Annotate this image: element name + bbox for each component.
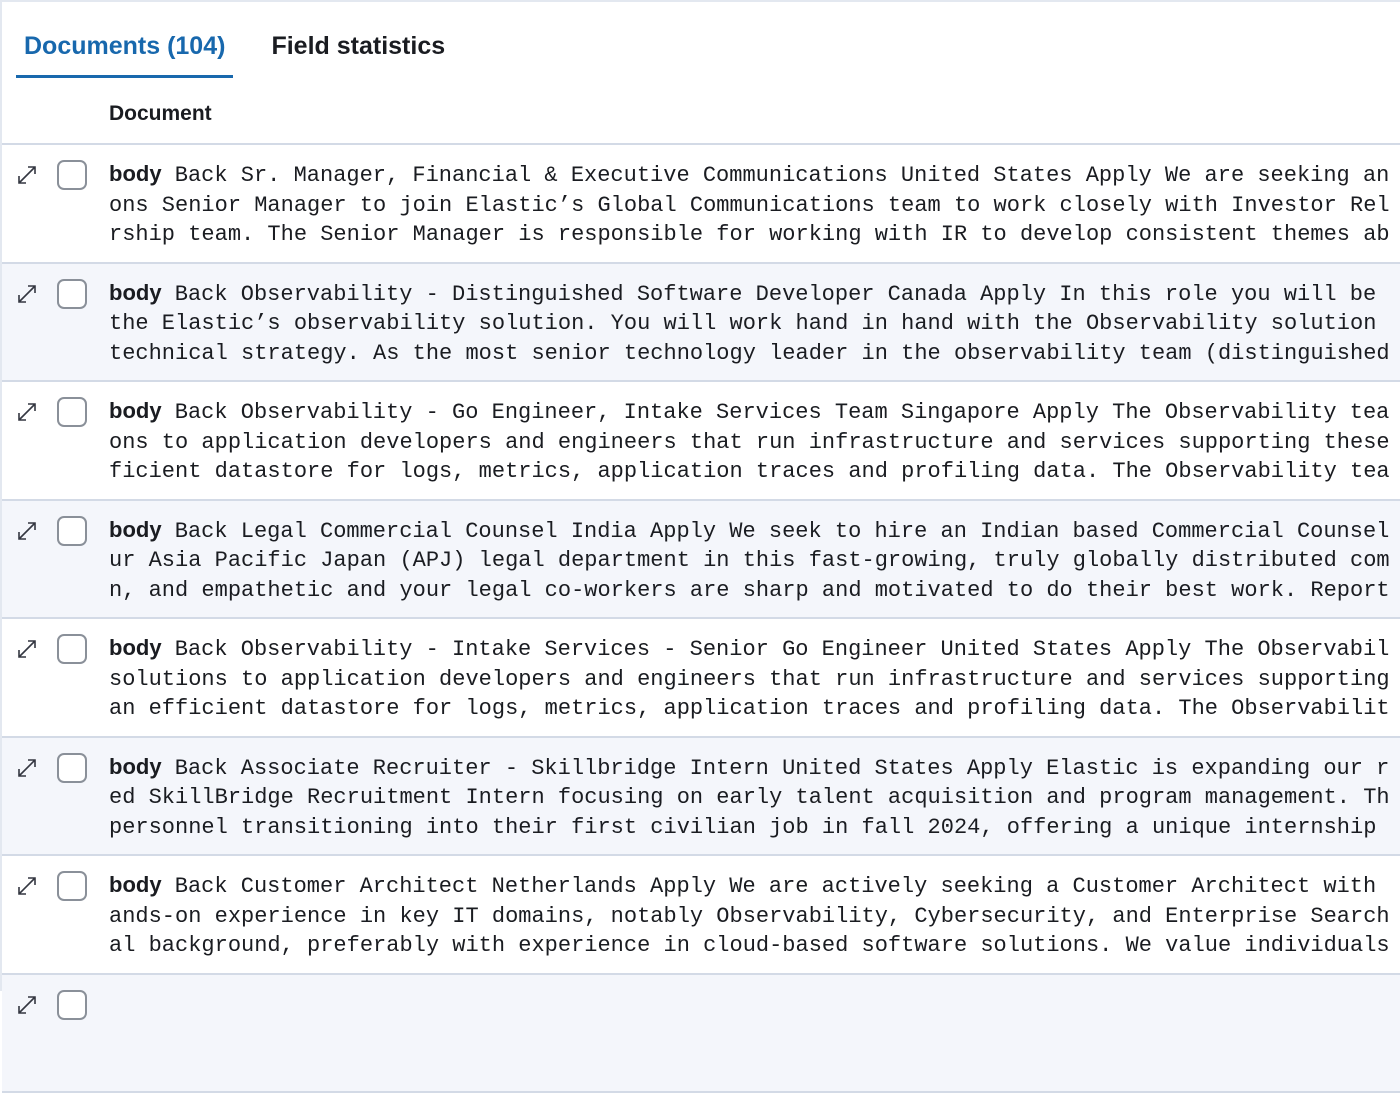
table-row (2, 264, 1400, 383)
document-text (109, 396, 1400, 487)
document-text (109, 870, 1400, 961)
row-checkbox[interactable] (57, 634, 87, 664)
line: rship team. The Senior Manager is responsible for working with IR to develop consistent themes ab (109, 222, 1390, 247)
line: an efficient datastore for logs, metrics, application traces and profiling data. The Observabilit (109, 696, 1390, 721)
line: solutions to application developers and engineers that run infrastructure and services supporting (109, 667, 1390, 692)
line: ons to application developers and engineers that run infrastructure and services supporting these (109, 430, 1390, 455)
field-label: body (109, 517, 162, 542)
field-label: body (109, 754, 162, 779)
field-label: body (109, 161, 162, 186)
table-row (2, 975, 1400, 1093)
expand-icon[interactable] (15, 637, 39, 661)
line: Back Observability - Go Engineer, Intake Services Team Singapore Apply The Observability tea (175, 400, 1390, 425)
table-row (2, 501, 1400, 620)
line: n, and empathetic and your legal co-workers are sharp and motivated to do their best work. Report (109, 578, 1390, 603)
line: ands-on experience in key IT domains, notably Observability, Cybersecurity, and Enterprise Search (109, 904, 1390, 929)
document-text (109, 278, 1400, 369)
line: al background, preferably with experience in cloud-based software solutions. We value individuals (109, 933, 1390, 958)
row-checkbox[interactable] (57, 397, 87, 427)
line: Back Observability - Distinguished Software Developer Canada Apply In this role you will be (175, 282, 1376, 307)
line: Back Customer Architect Netherlands Apply We are actively seeking a Customer Architect with (175, 874, 1376, 899)
document-text (109, 159, 1400, 250)
field-label: body (109, 280, 162, 305)
field-label: body (109, 635, 162, 660)
field-label: body (109, 872, 162, 897)
expand-icon[interactable] (15, 993, 39, 1017)
line: Back Associate Recruiter - Skillbridge Intern United States Apply Elastic is expanding our r (175, 756, 1390, 781)
row-checkbox[interactable] (57, 753, 87, 783)
document-text (109, 515, 1400, 606)
table-header (2, 94, 1400, 145)
table-row (2, 619, 1400, 738)
expand-icon[interactable] (15, 874, 39, 898)
expand-icon[interactable] (15, 282, 39, 306)
row-checkbox[interactable] (57, 990, 87, 1020)
expand-icon[interactable] (15, 756, 39, 780)
document-text (109, 752, 1400, 843)
line: Back Legal Commercial Counsel India Apply We seek to hire an Indian based Commercial Counsel (175, 519, 1390, 544)
expand-icon[interactable] (15, 163, 39, 187)
line: personnel transitioning into their first civilian job in fall 2024, offering a unique internship (109, 815, 1376, 840)
document-text (109, 633, 1400, 724)
expand-icon[interactable] (15, 400, 39, 424)
tab-field-statistics[interactable]: Field statistics (263, 2, 453, 78)
line: the Elastic’s observability solution. You will work hand in hand with the Observability solution (109, 311, 1376, 336)
tab-documents[interactable]: Documents (104) (16, 2, 233, 78)
column-header-document[interactable]: Document (109, 102, 212, 126)
row-checkbox[interactable] (57, 871, 87, 901)
line: ed SkillBridge Recruitment Intern focusing on early talent acquisition and program management. Th (109, 785, 1390, 810)
line: ons Senior Manager to join Elastic’s Global Communications team to work closely with Investor Rel (109, 193, 1390, 218)
line: Back Sr. Manager, Financial & Executive Communications United States Apply We are seeking an (175, 163, 1390, 188)
table-row (2, 382, 1400, 501)
row-checkbox[interactable] (57, 516, 87, 546)
field-label: body (109, 398, 162, 423)
row-checkbox[interactable] (57, 160, 87, 190)
line: Back Observability - Intake Services - Senior Go Engineer United States Apply The Observabil (175, 637, 1390, 662)
row-checkbox[interactable] (57, 279, 87, 309)
line: ficient datastore for logs, metrics, application traces and profiling data. The Observability tea (109, 459, 1390, 484)
table-row (2, 856, 1400, 975)
table-row (2, 145, 1400, 264)
expand-icon[interactable] (15, 519, 39, 543)
tabs (16, 2, 483, 78)
line: ur Asia Pacific Japan (APJ) legal department in this fast-growing, truly globally distributed com (109, 548, 1390, 573)
table-row (2, 738, 1400, 857)
line: technical strategy. As the most senior technology leader in the observability team (distinguished (109, 341, 1390, 366)
